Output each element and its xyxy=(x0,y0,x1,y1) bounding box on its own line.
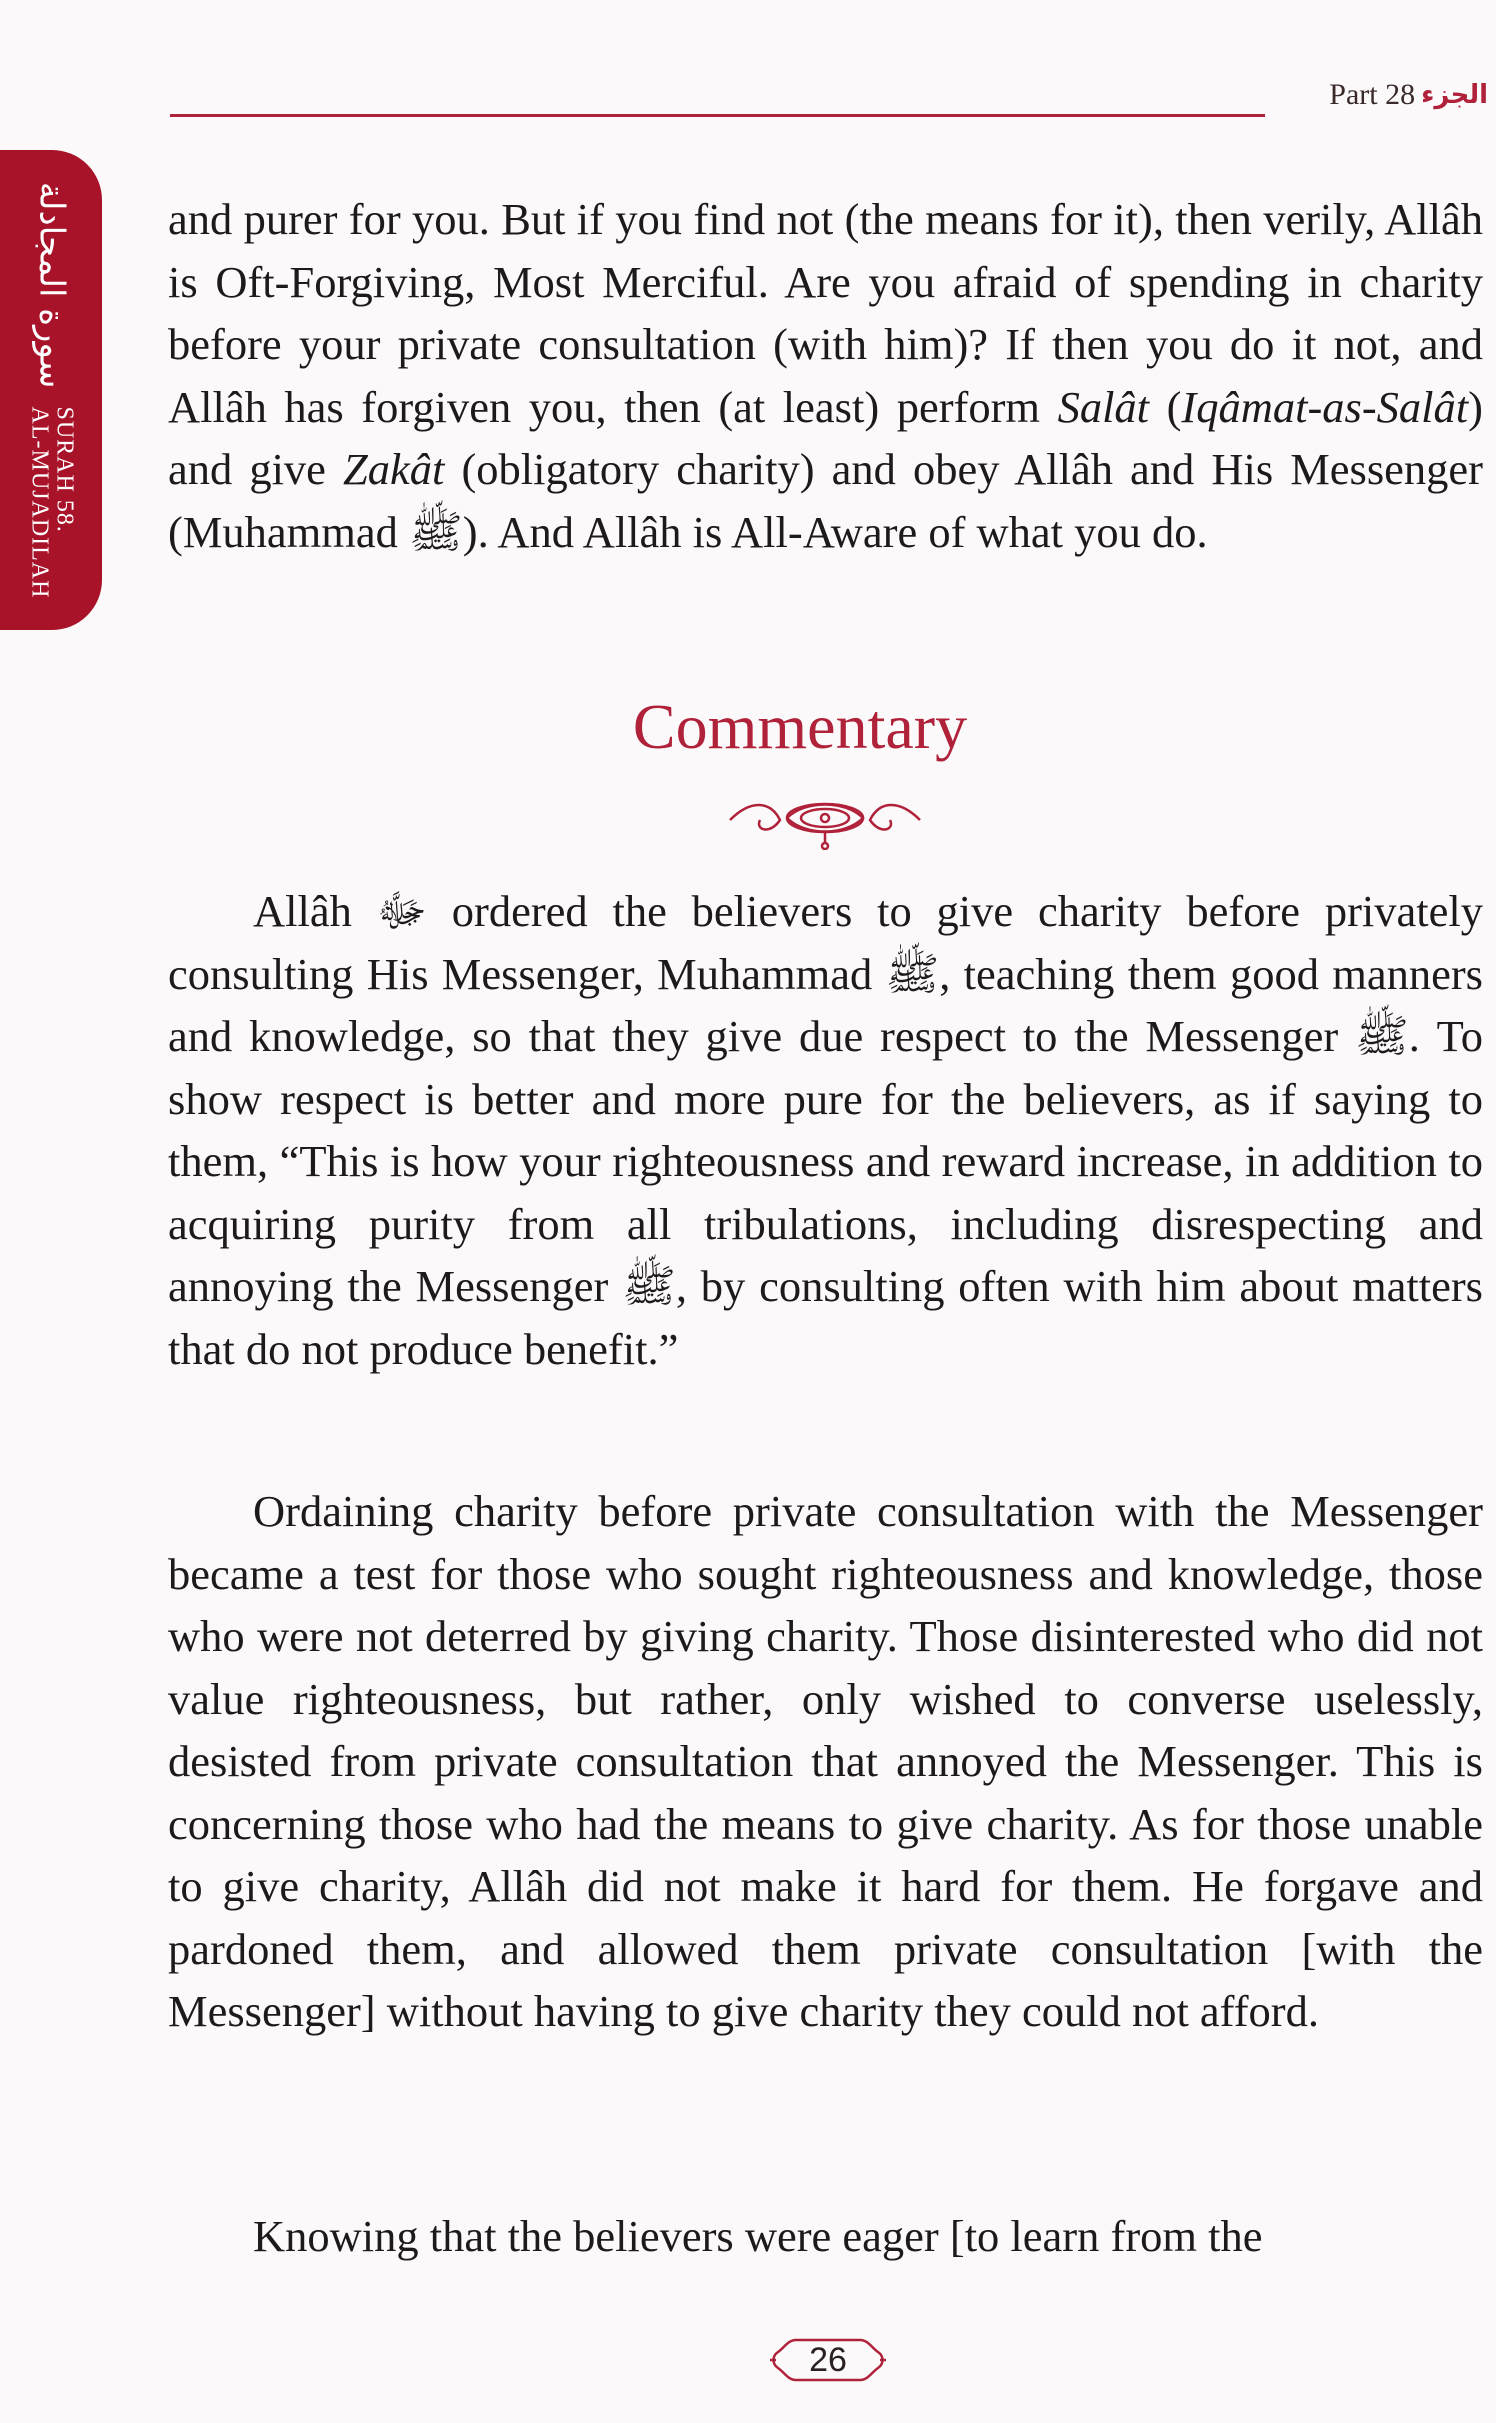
surah-number: SURAH 58. xyxy=(51,406,78,533)
verse-term-iqamat: Iqâmat-as-Salât xyxy=(1181,381,1469,432)
verse-text-a: and purer for you. But if you find not (the means for it), then verily, Allâh is Oft-Forgiving, Most Merciful. Are you afraid of spending in charity before your private consultation (with him)? If then you do it not, and Allâh has forgiven you, then (at least) perform xyxy=(168,194,1483,432)
verse-text-c: ) and give xyxy=(168,381,1483,494)
commentary-paragraph xyxy=(168,880,1483,1380)
paragraph-text: Ordaining charity before private consultation with the Messenger became a test for those who sought righteousness and knowledge, those who were not deterred by giving charity. Those disinterested who did not value righteousness, but rather, only wished to converse uselessly, desisted from private consultation that annoyed the Messenger. This is concerning those who had the means to give charity. As for those unable to give charity, Allâh did not make it hard for them. He forgave and pardoned them, and allowed them private consultation [with the Messenger] without having to give charity they could not afford. xyxy=(168,1486,1483,2036)
part-arabic-label: الجزء xyxy=(1421,80,1488,110)
page-number-badge xyxy=(768,2334,888,2386)
header-rule xyxy=(170,114,1265,117)
paragraph-text: Knowing that the believers were eager [to learn from the xyxy=(253,2211,1263,2261)
verse-term-zakat: Zakât xyxy=(343,444,445,494)
commentary-paragraph xyxy=(168,1480,1483,2043)
flourish-ornament-icon xyxy=(725,780,925,850)
surah-side-tab xyxy=(0,150,102,630)
verse-text-b: ( xyxy=(1149,381,1182,432)
commentary-paragraph xyxy=(168,2205,1483,2268)
verse-translation xyxy=(168,188,1483,563)
running-head xyxy=(1329,70,1496,120)
verse-text-d: (obligatory charity) and obey Allâh and His Messenger (Muhammad ﷺ). And Allâh is All-Aware of what you do. xyxy=(168,444,1483,557)
paragraph-text: Allâh ﷻ ordered the believers to give charity before privately consulting His Messenger, Muhammad ﷺ, teaching them good manners and knowledge, so that they give due respect to the Messenger ﷺ. To show respect is better and more pure for the believers, as if saying to them, “This is how your righteousness and reward increase, in addition to acquiring purity from all tribulations, including disrespecting and annoying the Messenger ﷺ, by consulting often with him about matters that do not produce benefit.” xyxy=(168,886,1484,1374)
page-number: 26 xyxy=(809,2340,847,2379)
part-label: Part 28 xyxy=(1329,78,1416,111)
surah-name: AL-MUJADILAH xyxy=(26,406,53,599)
commentary-heading: Commentary xyxy=(632,691,968,762)
surah-arabic-title: سورة المجادلة xyxy=(31,181,72,389)
verse-term-salat: Salât xyxy=(1057,381,1150,432)
